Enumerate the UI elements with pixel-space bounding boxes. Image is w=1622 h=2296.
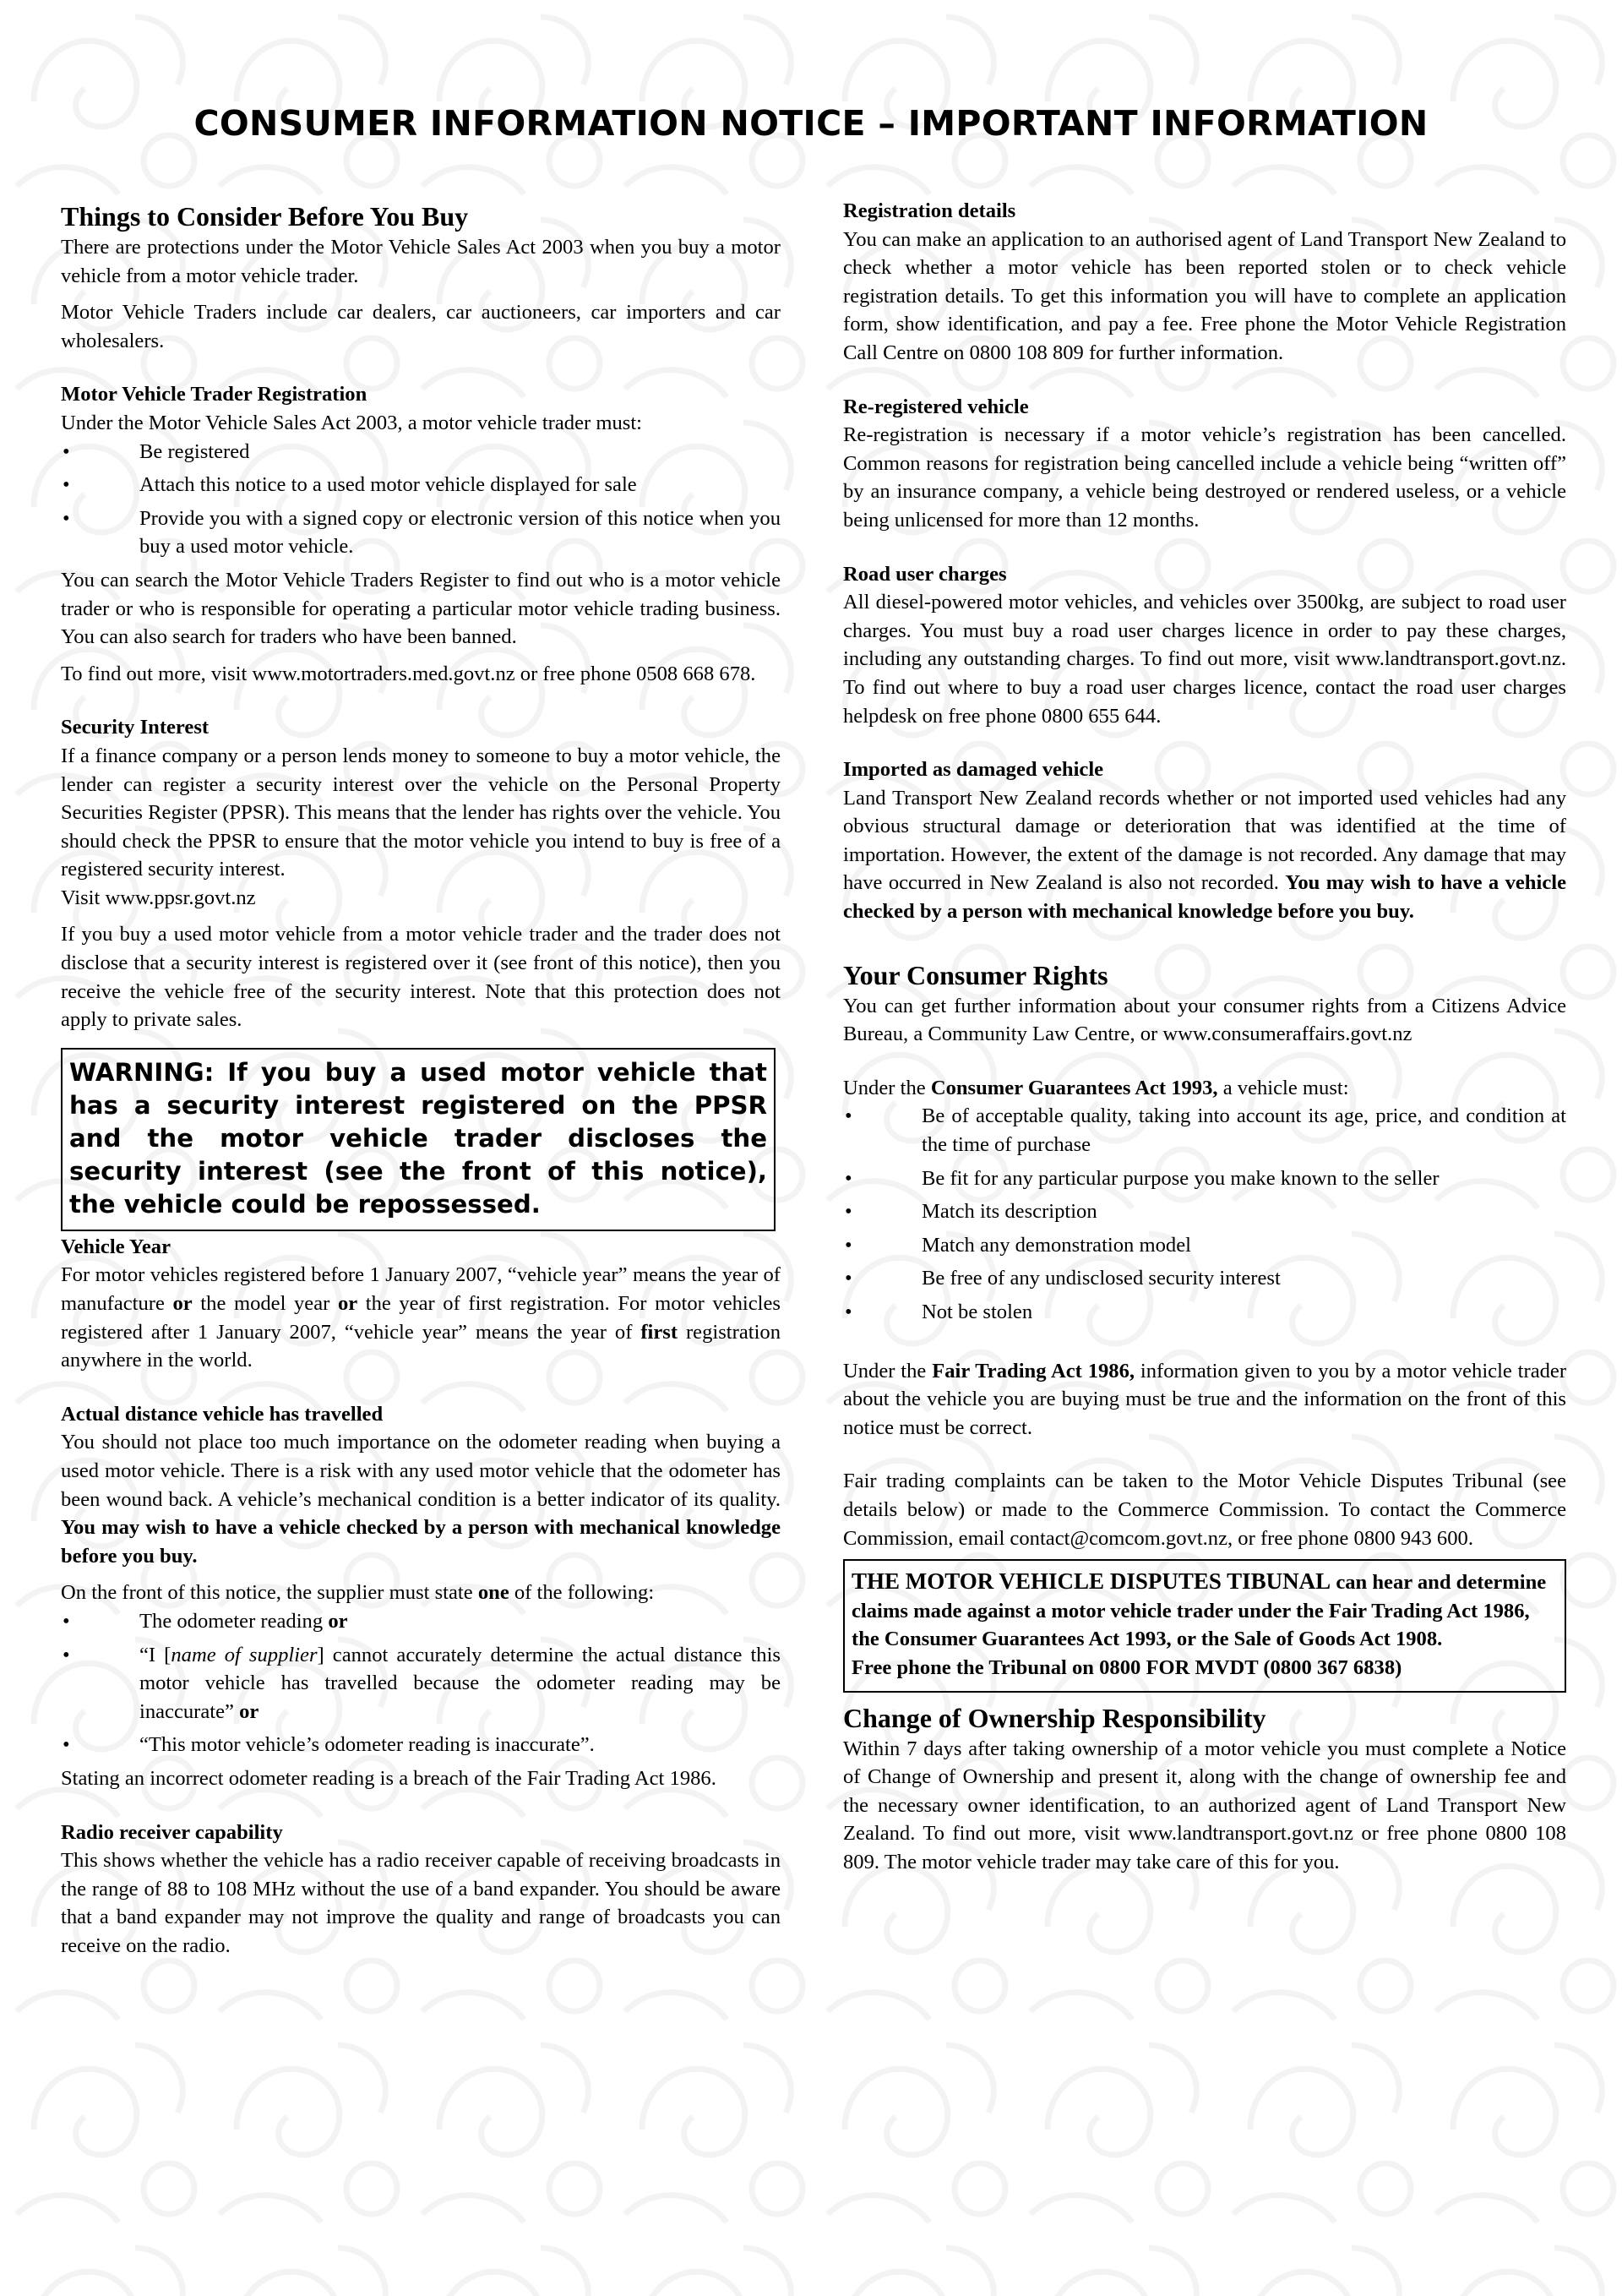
registration-bullet-list xyxy=(61,438,781,561)
vehicle-year-paragraph: For motor vehicles registered before 1 January 2007, “vehicle year” means the year of manufacture or the model year or the year of first registration. For motor vehicles registered after 1 January 2007, “vehicle year” means the year of first registration anywhere in the world. xyxy=(61,1263,781,1372)
heading-road-user-charges: Road user charges xyxy=(843,562,1007,586)
consider-paragraph-1: There are protections under the Motor Vehicle Sales Act 2003 when you buy a motor vehicle from a motor vehicle trader. xyxy=(61,236,781,287)
consider-paragraph-2: Motor Vehicle Traders include car dealers, car auctioneers, car importers and car wholesalers. xyxy=(61,301,781,352)
heading-trader-registration: Motor Vehicle Trader Registration xyxy=(61,383,367,406)
heading-consumer-rights: Your Consumer Rights xyxy=(843,959,1108,990)
odometer-bullet-list xyxy=(61,1607,781,1759)
distance-paragraph-1: You should not place too much importance on the odometer reading when buying a used motor vehicle. There is a risk with any used motor vehicle that the odometer has been wound back. A vehicle’s mechanical condition is a better indicator of its quality. You may wish to have a vehicle checked by a person with mechanical knowledge before you buy. xyxy=(61,1431,781,1568)
heading-imported-damaged: Imported as damaged vehicle xyxy=(843,758,1104,782)
road-user-charges-paragraph: All diesel-powered motor vehicles, and vehicles over 3500kg, are subject to road user charges. You must buy a road user charges licence in order to pay these charges, including any outstanding charges. To find out more, visit www.landtransport.govt.nz. To find out where to buy a road user charges licence, contact the road user charges helpdesk on free phone 0800 655 644. xyxy=(843,591,1566,728)
right-column xyxy=(843,197,1566,1877)
warning-label: WARNING: xyxy=(69,1057,215,1087)
page-title: CONSUMER INFORMATION NOTICE – IMPORTANT INFORMATION xyxy=(193,103,1429,144)
registration-paragraph-contact: To find out more, visit www.motortraders.med.govt.nz or free phone 0508 668 678. xyxy=(61,662,756,685)
heading-radio-receiver: Radio receiver capability xyxy=(61,1820,283,1844)
ownership-paragraph: Within 7 days after taking ownership of a motor vehicle you must complete a Notice of Change of Ownership and present it, along with the change of ownership fee and the necessary owner identification, to an authorized agent of Land Transport New Zealand. To find out more, visit www.landtransport.govt.nz or free phone 0800 108 809. The motor vehicle trader may take care of this for you. xyxy=(843,1737,1566,1873)
tribunal-heading: THE MOTOR VEHICLE DISPUTES TIBUNAL xyxy=(852,1568,1331,1595)
list-item: • Attach this notice to a used motor vehicle displayed for sale xyxy=(61,471,781,499)
heading-distance-travelled: Actual distance vehicle has travelled xyxy=(61,1402,384,1426)
list-item: • Be free of any undisclosed security interest xyxy=(843,1264,1566,1293)
heading-things-to-consider: Things to Consider Before You Buy xyxy=(61,201,469,232)
security-paragraph-1: If a finance company or a person lends money to someone to buy a motor vehicle, the lender can register a security interest over the vehicle on the Personal Property Securities Register (PPSR). This means that the lender has rights over the vehicle. You should check the PPSR to ensure that the motor vehicle you intend to buy is free of a registered security interest. xyxy=(61,744,781,881)
list-item: • Be fit for any particular purpose you make known to the seller xyxy=(843,1164,1566,1193)
list-item: • “I [name of supplier] cannot accurately determine the actual distance this motor vehicle has travelled because the odometer reading may be inaccurate” or xyxy=(61,1641,781,1726)
list-item: • Be of acceptable quality, taking into account its age, price, and condition at the time of purchase xyxy=(843,1102,1566,1159)
distance-paragraph-2: On the front of this notice, the supplier must state one of the following: xyxy=(61,1581,655,1605)
registration-details-paragraph: You can make an application to an authorised agent of Land Transport New Zealand to check whether a motor vehicle has been reported stolen or to check vehicle registration details. To get this information you will have to complete an application form, show identification, and pay a fee. Free phone the Motor Vehicle Registration Call Centre on 0800 108 809 for further information. xyxy=(843,227,1566,364)
list-item: • Not be stolen xyxy=(843,1298,1566,1327)
list-item: • “This motor vehicle’s odometer reading is inaccurate”. xyxy=(61,1731,781,1759)
list-item: • Match its description xyxy=(843,1197,1566,1226)
complaints-paragraph: Fair trading complaints can be taken to the Motor Vehicle Disputes Tribunal (see details below) or made to the Commerce Commission. To contact the Commerce Commission, email contact@comcom.govt.nz, or free phone 0800 943 600. xyxy=(843,1470,1566,1550)
imported-damaged-paragraph: Land Transport New Zealand records whether or not imported used vehicles had any obvious structural damage or deterioration that was identified at the time of importation. However, the extent of the damage is not recorded. Any damage that may have occurred in New Zealand is also not recorded. You may wish to have a vehicle checked by a person with mechanical knowledge before you buy. xyxy=(843,786,1566,924)
tribunal-box xyxy=(843,1559,1566,1692)
list-item: • Be registered xyxy=(61,438,781,466)
list-item: • Match any demonstration model xyxy=(843,1231,1566,1260)
heading-reregistered-vehicle: Re-registered vehicle xyxy=(843,395,1029,418)
tribunal-text: can hear and determine claims made against a motor vehicle trader under the Fair Trading Act 1986, the Consumer Guarantees Act 1993, or the Sale of Goods Act 1908. xyxy=(852,1571,1547,1651)
list-item: • The odometer reading or xyxy=(61,1607,781,1636)
tribunal-phone: Free phone the Tribunal on 0800 FOR MVDT (0800 367 6838) xyxy=(852,1655,1402,1679)
warning-box xyxy=(61,1048,776,1231)
consumer-rights-paragraph: You can get further information about your consumer rights from a Citizens Advice Bureau, a Community Law Centre, or www.consumeraffairs.govt.nz xyxy=(843,994,1566,1046)
fair-trading-paragraph: Under the Fair Trading Act 1986, information given to you by a motor vehicle trader about the vehicle you are buying must be true and the information on the front of this notice must be correct. xyxy=(843,1359,1567,1439)
security-visit-link: Visit www.ppsr.govt.nz xyxy=(61,886,256,909)
security-paragraph-2: If you buy a used motor vehicle from a motor vehicle trader and the trader does not disclose that a security interest is registered over it (see front of this notice), then you receive the vehicle free of the security interest. Note that this protection does not apply to private sales. xyxy=(61,923,781,1032)
reregistered-paragraph: Re-registration is necessary if a motor vehicle’s registration has been cancelled. Common reasons for registration being cancelled include a vehicle being “written off” by an insurance company, a vehicle being destroyed or rendered useless, or a vehicle being unlicensed for more than 12 months. xyxy=(843,423,1566,532)
radio-paragraph: This shows whether the vehicle has a radio receiver capable of receiving broadcasts in the range of 88 to 108 MHz without the use of a band expander. You should be aware that a band expander may not improve the quality and range of broadcasts you can receive on the radio. xyxy=(61,1849,781,1957)
cga-intro: Under the Consumer Guarantees Act 1993, a vehicle must: xyxy=(843,1076,1349,1099)
left-column xyxy=(61,199,781,1961)
registration-paragraph-search: You can search the Motor Vehicle Traders Register to find out who is a motor vehicle trader or who is responsible for operating a particular motor vehicle trading business. You can also search for traders who have been banned. xyxy=(61,568,781,649)
heading-security-interest: Security Interest xyxy=(61,716,210,739)
heading-change-of-ownership: Change of Ownership Responsibility xyxy=(843,1702,1266,1733)
registration-intro: Under the Motor Vehicle Sales Act 2003, a motor vehicle trader must: xyxy=(61,411,642,434)
cga-bullet-list xyxy=(843,1102,1566,1326)
heading-registration-details: Registration details xyxy=(843,199,1016,222)
distance-paragraph-3: Stating an incorrect odometer reading is a breach of the Fair Trading Act 1986. xyxy=(61,1766,716,1790)
warning-text: If you buy a used motor vehicle that has a security interest registered on the PPSR and the motor vehicle trader discloses the security interest (see the front of this notice), the vehicle could be repossessed. xyxy=(69,1057,767,1219)
heading-vehicle-year: Vehicle Year xyxy=(61,1235,171,1258)
list-item: • Provide you with a signed copy or electronic version of this notice when you buy a used motor vehicle. xyxy=(61,504,781,561)
